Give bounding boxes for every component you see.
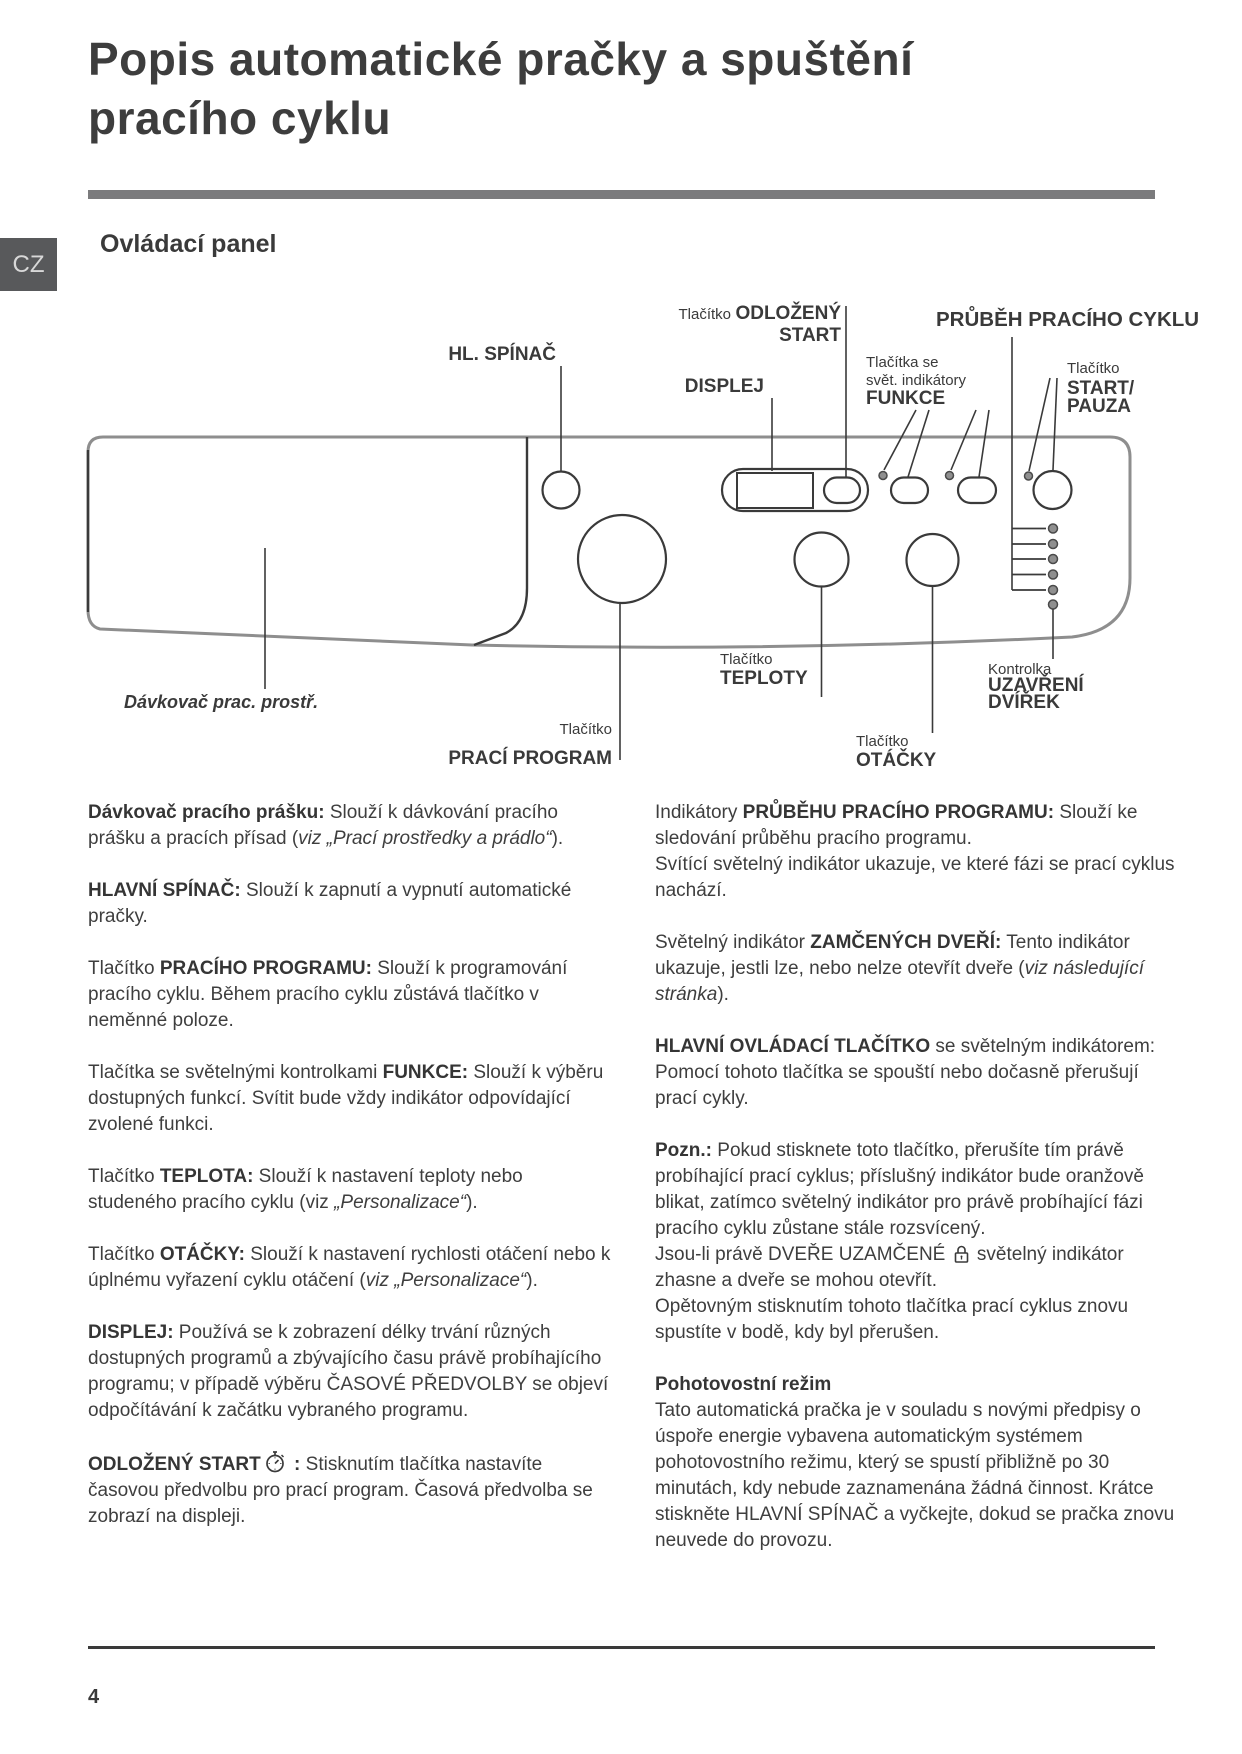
start-pause-indicator xyxy=(1025,472,1033,480)
paragraph-program-button: Tlačítko PRACÍHO PROGRAMU: Slouží k programování pracího cyklu. Během pracího cyklu zůstává tlačítko v neměnné poloze. xyxy=(88,958,568,1031)
label-door-lock-1: UZAVŘENÍ xyxy=(988,675,1084,696)
label-function-line2: svět. indikátory xyxy=(866,372,967,389)
title-divider-bar xyxy=(88,190,1155,199)
label-temperature-prefix: Tlačítko xyxy=(720,651,773,668)
label-door-lock-2: DVÍŘEK xyxy=(988,692,1060,713)
function-button-1 xyxy=(891,478,928,504)
section-heading: Ovládací panel xyxy=(100,230,277,258)
delay-start-button xyxy=(824,478,860,504)
dispenser-divider xyxy=(474,437,527,645)
label-main-switch: HL. SPÍNAČ xyxy=(448,344,556,365)
temperature-button xyxy=(795,533,849,587)
paragraph-main-switch: HLAVNÍ SPÍNAČ: Slouží k zapnutí a vypnutí automatické pračky. xyxy=(88,880,572,927)
label-spin: OTÁČKY xyxy=(856,750,937,771)
label-spin-prefix: Tlačítko xyxy=(856,733,909,750)
footer-divider xyxy=(88,1646,1155,1649)
label-start-pause-prefix: Tlačítko xyxy=(1067,360,1120,377)
paragraph-main-control-button: HLAVNÍ OVLÁDACÍ TLAČÍTKO se světelným indikátorem: Pomocí tohoto tlačítka se spouští nebo dočasně přerušují prací cykly. xyxy=(655,1036,1156,1109)
paragraph-temperature-button: Tlačítko TEPLOTA: Slouží k nastavení teploty nebo studeného pracího cyklu (viz „Personalizace“). xyxy=(88,1166,523,1213)
door-locked-led xyxy=(1049,600,1058,609)
page-number: 4 xyxy=(88,1686,100,1708)
paragraph-door-locked-indicator: Světelný indikátor ZAMČENÝCH DVEŘÍ: Tento indikátor ukazuje, jestli lze, nebo nelze otevřít dveře (viz následující stránka). xyxy=(655,932,1144,1005)
paragraph-detergent-dispenser: Dávkovač pracího prášku: Slouží k dávkování pracího prášku a pracích přísad (viz „Prací prostředky a prádlo“). xyxy=(88,802,564,849)
label-delay-start-prefix: Tlačítko xyxy=(678,306,731,323)
label-function: FUNKCE xyxy=(866,388,946,409)
paragraph-note: Pozn.: Pokud stisknete toto tlačítko, přerušíte tím právě probíhající prací cyklus; příslušný indikátor bude oranžově blikat, zatímco světelný indikátor pro právě probíhající fázi pracího cyklu zůstane stále rozsvícený. Jsou-li právě DVEŘE UZAMČENÉ světelný indikátor zhasne a dveře se mohou otevřít. Opětovným stisknutím tohoto tlačítka prací cyklus znovu spustíte v bodě, kdy byl přerušen. xyxy=(655,1140,1144,1343)
function-indicator-1 xyxy=(879,472,887,480)
label-detergent-dispenser: Dávkovač prac. prostř. xyxy=(124,692,319,712)
main-switch-button xyxy=(543,472,580,509)
language-tab: CZ xyxy=(0,238,57,291)
label-start-pause-2: PAUZA xyxy=(1067,396,1132,417)
function-indicator-2 xyxy=(946,472,954,480)
stopwatch-icon xyxy=(263,1450,287,1474)
label-door-lock-prefix: Kontrolka xyxy=(988,661,1052,678)
label-start-pause-1: START/ xyxy=(1067,378,1135,399)
label-delay-start-2: START xyxy=(779,325,841,346)
function-button-2 xyxy=(958,478,996,504)
control-panel-figure xyxy=(0,295,1242,780)
padlock-icon xyxy=(953,1244,970,1264)
paragraph-delayed-start: ODLOŽENÝ START : Stisknutím tlačítka nastavíte časovou předvolbu pro prací program. Časová předvolba se zobrazí na displeji. xyxy=(88,1450,612,1530)
label-display: DISPLEJ xyxy=(684,376,764,397)
paragraph-function-buttons: Tlačítka se světelnými kontrolkami FUNKCE: Slouží k výběru dostupných funkcí. Svítit bude vždy indikátor odpovídající zvolené funkci. xyxy=(88,1062,604,1135)
display-screen xyxy=(737,473,813,508)
progress-indicator-rows xyxy=(1012,529,1046,591)
page-title: Popis automatické pračky a spuštění pracího cyklu xyxy=(88,33,914,144)
label-function-line1: Tlačítka se xyxy=(866,354,939,371)
label-temperature: TEPLOTY xyxy=(720,668,808,689)
body-column-left xyxy=(88,800,612,1556)
paragraph-spin-button: Tlačítko OTÁČKY: Slouží k nastavení rychlosti otáčení nebo k úplnému vyřazení cyklu otáčení (viz „Personalizace“). xyxy=(88,1244,611,1291)
body-column-right xyxy=(655,800,1175,1580)
paragraph-display: DISPLEJ: Používá se k zobrazení délky trvání různých dostupných programů a zbývajícího času právě probíhajícího programu; v případě výběru ČASOVÉ PŘEDVOLBY se objeví odpočítávání k začátku vybraného programu. xyxy=(88,1322,609,1421)
label-program-prefix: Tlačítko xyxy=(559,721,612,738)
label-delay-start-1: ODLOŽENÝ xyxy=(735,303,841,324)
program-knob xyxy=(578,515,666,603)
start-pause-button xyxy=(1034,471,1072,509)
label-cycle-progress: PRŮBĚH PRACÍHO CYKLU xyxy=(936,308,1200,331)
label-program: PRACÍ PROGRAM xyxy=(448,748,612,769)
paragraph-progress-indicators: Indikátory PRŮBĚHU PRACÍHO PROGRAMU: Slouží ke sledování průběhu pracího programu. Svítící světelný indikátor ukazuje, ve které fázi se prací cyklus nachází. xyxy=(655,802,1175,901)
progress-indicator-leds xyxy=(1049,524,1058,609)
paragraph-standby-mode: Pohotovostní režim Tato automatická pračka je v souladu s novými předpisy o úspoře energie vybavena automatickým systémem pohotovostního režimu, který se spustí přibližně po 30 minutách, kdy nebude zaznamenána žádná činnost. Krátce stiskněte HLAVNÍ SPÍNAČ a vyčkejte, dokud se pračka znovu neuvede do provozu. xyxy=(655,1374,1175,1551)
spin-button xyxy=(907,534,959,586)
